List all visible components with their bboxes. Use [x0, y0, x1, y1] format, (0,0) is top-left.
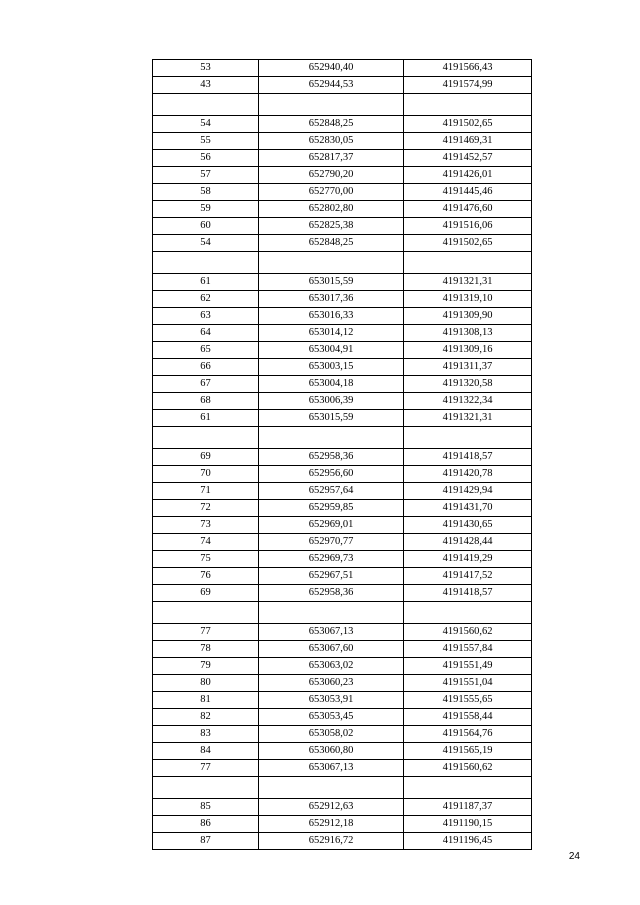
y-coordinate-cell: 4191564,76 [404, 726, 532, 743]
point-number-cell: 57 [153, 167, 259, 184]
table-row [153, 77, 532, 94]
x-coordinate-cell: 653063,02 [259, 658, 404, 675]
x-coordinate-cell: 652969,73 [259, 551, 404, 568]
y-coordinate-cell: 4191502,65 [404, 235, 532, 252]
x-coordinate-cell: 652916,72 [259, 833, 404, 850]
point-number-cell [153, 252, 259, 274]
x-coordinate-cell: 653058,02 [259, 726, 404, 743]
y-coordinate-cell: 4191430,65 [404, 517, 532, 534]
x-coordinate-cell: 652967,51 [259, 568, 404, 585]
point-number-cell: 84 [153, 743, 259, 760]
point-number-cell: 67 [153, 376, 259, 393]
x-coordinate-cell: 653060,23 [259, 675, 404, 692]
y-coordinate-cell: 4191551,04 [404, 675, 532, 692]
point-number-cell [153, 602, 259, 624]
point-number-cell: 64 [153, 325, 259, 342]
point-number-cell: 87 [153, 833, 259, 850]
x-coordinate-cell: 653014,12 [259, 325, 404, 342]
y-coordinate-cell: 4191418,57 [404, 585, 532, 602]
point-number-cell: 76 [153, 568, 259, 585]
table-row [153, 624, 532, 641]
y-coordinate-cell: 4191555,65 [404, 692, 532, 709]
x-coordinate-cell [259, 602, 404, 624]
x-coordinate-cell: 652817,37 [259, 150, 404, 167]
table-row [153, 726, 532, 743]
table-row [153, 602, 532, 624]
x-coordinate-cell: 653067,13 [259, 760, 404, 777]
point-number-cell: 61 [153, 410, 259, 427]
x-coordinate-cell: 653006,39 [259, 393, 404, 410]
point-number-cell: 77 [153, 760, 259, 777]
y-coordinate-cell: 4191560,62 [404, 624, 532, 641]
point-number-cell: 73 [153, 517, 259, 534]
y-coordinate-cell: 4191309,16 [404, 342, 532, 359]
table-row [153, 641, 532, 658]
x-coordinate-cell: 652770,00 [259, 184, 404, 201]
table-row [153, 325, 532, 342]
y-coordinate-cell [404, 252, 532, 274]
y-coordinate-cell: 4191322,34 [404, 393, 532, 410]
table-row [153, 449, 532, 466]
table-row [153, 274, 532, 291]
coordinates-table-body [153, 60, 532, 850]
table-row [153, 94, 532, 116]
x-coordinate-cell: 652958,36 [259, 585, 404, 602]
x-coordinate-cell [259, 427, 404, 449]
y-coordinate-cell: 4191321,31 [404, 410, 532, 427]
table-row [153, 376, 532, 393]
x-coordinate-cell: 652802,80 [259, 201, 404, 218]
point-number-cell: 80 [153, 675, 259, 692]
table-row [153, 466, 532, 483]
point-number-cell: 60 [153, 218, 259, 235]
x-coordinate-cell: 652848,25 [259, 235, 404, 252]
x-coordinate-cell: 653003,15 [259, 359, 404, 376]
point-number-cell: 69 [153, 585, 259, 602]
x-coordinate-cell [259, 252, 404, 274]
table-row [153, 675, 532, 692]
point-number-cell: 85 [153, 799, 259, 816]
table-row [153, 218, 532, 235]
table-row [153, 500, 532, 517]
y-coordinate-cell: 4191420,78 [404, 466, 532, 483]
y-coordinate-cell: 4191502,65 [404, 116, 532, 133]
table-row [153, 133, 532, 150]
x-coordinate-cell: 653004,18 [259, 376, 404, 393]
point-number-cell: 71 [153, 483, 259, 500]
y-coordinate-cell: 4191417,52 [404, 568, 532, 585]
point-number-cell: 79 [153, 658, 259, 675]
x-coordinate-cell: 652969,01 [259, 517, 404, 534]
x-coordinate-cell: 653017,36 [259, 291, 404, 308]
y-coordinate-cell: 4191516,06 [404, 218, 532, 235]
x-coordinate-cell: 653067,60 [259, 641, 404, 658]
table-row [153, 551, 532, 568]
table-row [153, 410, 532, 427]
y-coordinate-cell: 4191319,10 [404, 291, 532, 308]
y-coordinate-cell: 4191308,13 [404, 325, 532, 342]
point-number-cell: 58 [153, 184, 259, 201]
y-coordinate-cell: 4191445,46 [404, 184, 532, 201]
x-coordinate-cell: 652830,05 [259, 133, 404, 150]
point-number-cell: 81 [153, 692, 259, 709]
point-number-cell: 69 [153, 449, 259, 466]
point-number-cell: 70 [153, 466, 259, 483]
y-coordinate-cell: 4191557,84 [404, 641, 532, 658]
y-coordinate-cell: 4191309,90 [404, 308, 532, 325]
table-row [153, 568, 532, 585]
table-row [153, 167, 532, 184]
table-row [153, 534, 532, 551]
point-number-cell: 54 [153, 235, 259, 252]
x-coordinate-cell: 653004,91 [259, 342, 404, 359]
table-row [153, 60, 532, 77]
point-number-cell: 83 [153, 726, 259, 743]
y-coordinate-cell: 4191551,49 [404, 658, 532, 675]
table-row [153, 816, 532, 833]
x-coordinate-cell: 652912,18 [259, 816, 404, 833]
y-coordinate-cell [404, 427, 532, 449]
point-number-cell: 55 [153, 133, 259, 150]
table-row [153, 777, 532, 799]
y-coordinate-cell [404, 777, 532, 799]
y-coordinate-cell: 4191196,45 [404, 833, 532, 850]
point-number-cell [153, 94, 259, 116]
y-coordinate-cell: 4191320,58 [404, 376, 532, 393]
x-coordinate-cell: 653060,80 [259, 743, 404, 760]
x-coordinate-cell: 652970,77 [259, 534, 404, 551]
table-row [153, 184, 532, 201]
point-number-cell [153, 427, 259, 449]
table-row [153, 342, 532, 359]
point-number-cell: 56 [153, 150, 259, 167]
table-row [153, 393, 532, 410]
point-number-cell: 66 [153, 359, 259, 376]
table-row [153, 585, 532, 602]
point-number-cell: 86 [153, 816, 259, 833]
y-coordinate-cell: 4191431,70 [404, 500, 532, 517]
table-row [153, 308, 532, 325]
point-number-cell: 63 [153, 308, 259, 325]
point-number-cell: 75 [153, 551, 259, 568]
x-coordinate-cell: 652956,60 [259, 466, 404, 483]
y-coordinate-cell: 4191560,62 [404, 760, 532, 777]
point-number-cell: 78 [153, 641, 259, 658]
table-row [153, 692, 532, 709]
point-number-cell: 53 [153, 60, 259, 77]
y-coordinate-cell: 4191321,31 [404, 274, 532, 291]
x-coordinate-cell: 653053,45 [259, 709, 404, 726]
point-number-cell: 82 [153, 709, 259, 726]
table-row [153, 658, 532, 675]
x-coordinate-cell: 652825,38 [259, 218, 404, 235]
table-row [153, 252, 532, 274]
y-coordinate-cell: 4191419,29 [404, 551, 532, 568]
y-coordinate-cell: 4191469,31 [404, 133, 532, 150]
x-coordinate-cell: 652944,53 [259, 77, 404, 94]
point-number-cell: 62 [153, 291, 259, 308]
table-row [153, 150, 532, 167]
x-coordinate-cell: 652912,63 [259, 799, 404, 816]
table-row [153, 743, 532, 760]
table-row [153, 709, 532, 726]
table-row [153, 116, 532, 133]
y-coordinate-cell: 4191190,15 [404, 816, 532, 833]
y-coordinate-cell: 4191426,01 [404, 167, 532, 184]
point-number-cell: 54 [153, 116, 259, 133]
y-coordinate-cell: 4191566,43 [404, 60, 532, 77]
y-coordinate-cell [404, 94, 532, 116]
y-coordinate-cell: 4191476,60 [404, 201, 532, 218]
coordinates-table [152, 59, 532, 850]
y-coordinate-cell: 4191558,44 [404, 709, 532, 726]
point-number-cell: 74 [153, 534, 259, 551]
table-row [153, 517, 532, 534]
point-number-cell: 72 [153, 500, 259, 517]
y-coordinate-cell: 4191311,37 [404, 359, 532, 376]
x-coordinate-cell: 652958,36 [259, 449, 404, 466]
y-coordinate-cell [404, 602, 532, 624]
x-coordinate-cell: 652790,20 [259, 167, 404, 184]
y-coordinate-cell: 4191452,57 [404, 150, 532, 167]
table-row [153, 483, 532, 500]
y-coordinate-cell: 4191187,37 [404, 799, 532, 816]
point-number-cell: 59 [153, 201, 259, 218]
table-row [153, 359, 532, 376]
y-coordinate-cell: 4191574,99 [404, 77, 532, 94]
x-coordinate-cell: 652957,64 [259, 483, 404, 500]
table-row [153, 799, 532, 816]
point-number-cell [153, 777, 259, 799]
table-row [153, 235, 532, 252]
x-coordinate-cell: 653067,13 [259, 624, 404, 641]
point-number-cell: 61 [153, 274, 259, 291]
table-row [153, 201, 532, 218]
y-coordinate-cell: 4191429,94 [404, 483, 532, 500]
x-coordinate-cell: 653015,59 [259, 274, 404, 291]
x-coordinate-cell [259, 94, 404, 116]
point-number-cell: 65 [153, 342, 259, 359]
x-coordinate-cell [259, 777, 404, 799]
table-row [153, 291, 532, 308]
table-row [153, 427, 532, 449]
table-row [153, 833, 532, 850]
y-coordinate-cell: 4191418,57 [404, 449, 532, 466]
table-row [153, 760, 532, 777]
x-coordinate-cell: 653015,59 [259, 410, 404, 427]
x-coordinate-cell: 652848,25 [259, 116, 404, 133]
y-coordinate-cell: 4191428,44 [404, 534, 532, 551]
point-number-cell: 77 [153, 624, 259, 641]
page-number: 24 [568, 851, 580, 862]
x-coordinate-cell: 653053,91 [259, 692, 404, 709]
x-coordinate-cell: 652959,85 [259, 500, 404, 517]
point-number-cell: 68 [153, 393, 259, 410]
y-coordinate-cell: 4191565,19 [404, 743, 532, 760]
point-number-cell: 43 [153, 77, 259, 94]
x-coordinate-cell: 653016,33 [259, 308, 404, 325]
x-coordinate-cell: 652940,40 [259, 60, 404, 77]
